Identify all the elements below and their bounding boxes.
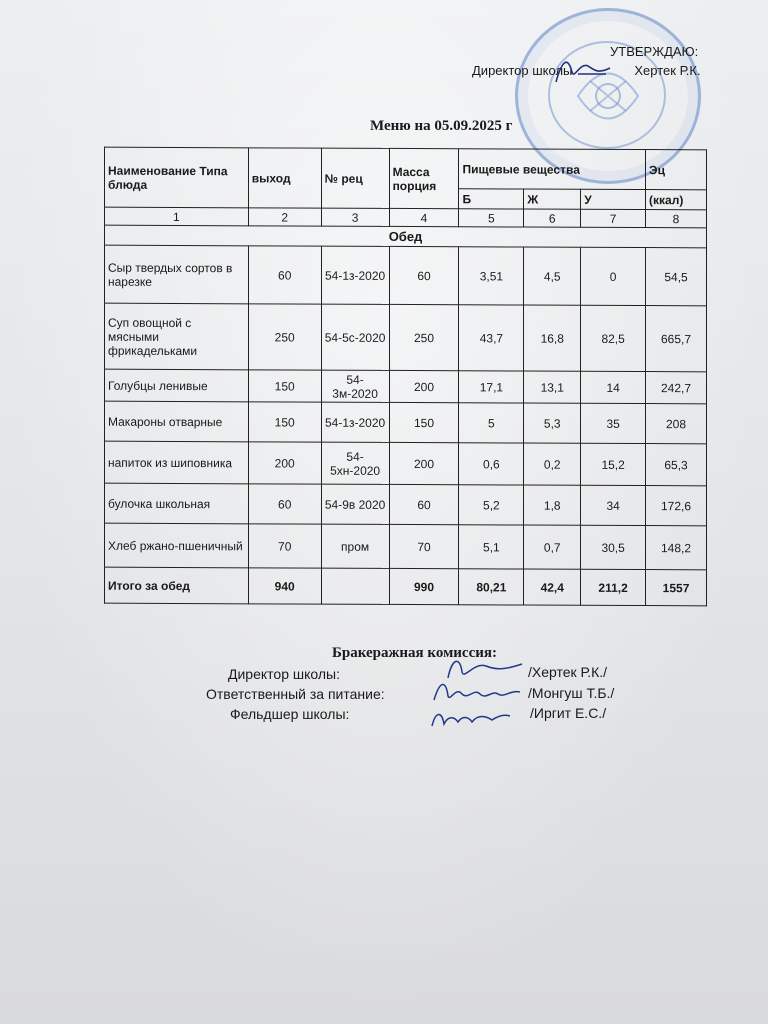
dish-name: булочка школьная bbox=[105, 483, 249, 524]
total-carbs: 211,2 bbox=[581, 569, 646, 605]
table-row bbox=[105, 245, 707, 306]
approval-position: Директор школы bbox=[472, 63, 573, 78]
header-energy-bottom: (ккал) bbox=[646, 190, 707, 210]
dish-output: 200 bbox=[248, 442, 321, 484]
header-energy-top: Эц bbox=[646, 150, 707, 190]
dish-fat: 13,1 bbox=[524, 371, 581, 403]
table-row bbox=[105, 483, 707, 526]
dish-recipe: 54-1з-2020 bbox=[321, 246, 389, 304]
dish-name: Суп овощной с мясными фрикадельками bbox=[105, 303, 249, 370]
dish-mass: 200 bbox=[389, 370, 459, 402]
dish-energy: 172,6 bbox=[646, 486, 707, 526]
dish-recipe: 54-9в 2020 bbox=[321, 484, 389, 524]
header-b: Б bbox=[459, 189, 524, 209]
table-row bbox=[105, 441, 707, 486]
total-label: Итого за обед bbox=[105, 567, 249, 604]
dish-carbs: 82,5 bbox=[581, 305, 646, 371]
menu-table bbox=[104, 147, 707, 607]
dish-protein: 3,51 bbox=[459, 247, 524, 305]
dish-energy: 242,7 bbox=[646, 372, 707, 404]
dish-fat: 1,8 bbox=[524, 485, 581, 525]
col-number: 8 bbox=[646, 210, 707, 228]
total-mass: 990 bbox=[389, 568, 459, 604]
dish-output: 150 bbox=[248, 370, 321, 402]
member-name: /Иргит Е.С./ bbox=[530, 705, 607, 721]
total-energy: 1557 bbox=[646, 570, 707, 606]
dish-output: 250 bbox=[248, 304, 321, 370]
header-recipe: № рец bbox=[321, 148, 389, 208]
commission-title: Бракеражная комиссия: bbox=[332, 645, 497, 661]
dish-mass: 200 bbox=[389, 442, 459, 484]
table-header-row bbox=[105, 147, 707, 190]
dish-name: Макароны отварные bbox=[105, 401, 249, 442]
dish-protein: 0,6 bbox=[459, 443, 524, 485]
dish-output: 70 bbox=[248, 524, 321, 568]
dish-fat: 0,2 bbox=[524, 443, 581, 485]
total-row bbox=[105, 567, 707, 606]
approval-name: Хертек Р.К. bbox=[634, 63, 701, 78]
dish-mass: 150 bbox=[389, 402, 459, 442]
dish-fat: 16,8 bbox=[524, 305, 581, 371]
dish-carbs: 35 bbox=[581, 403, 646, 443]
dish-protein: 17,1 bbox=[459, 371, 524, 403]
member-role: Ответственный за питание: bbox=[206, 686, 385, 702]
dish-output: 150 bbox=[248, 402, 321, 442]
dish-fat: 5,3 bbox=[524, 403, 581, 443]
header-output: выход bbox=[248, 148, 321, 208]
table-row bbox=[105, 401, 707, 444]
dish-name: Сыр твердых сортов в нарезке bbox=[105, 245, 249, 304]
col-number: 6 bbox=[524, 209, 581, 227]
member-name: /Монгуш Т.Б./ bbox=[528, 685, 615, 701]
dish-carbs: 0 bbox=[581, 247, 646, 305]
dish-recipe: 54-3м-2020 bbox=[321, 370, 389, 402]
approval-title: УТВЕРЖДАЮ: bbox=[610, 44, 699, 59]
member-role: Директор школы: bbox=[228, 666, 340, 682]
header-mass: Масса порция bbox=[389, 148, 459, 208]
table-row bbox=[105, 523, 707, 570]
total-output: 940 bbox=[248, 568, 321, 604]
dish-fat: 0,7 bbox=[524, 525, 581, 569]
dish-fat: 4,5 bbox=[524, 247, 581, 305]
dish-carbs: 30,5 bbox=[581, 525, 646, 569]
col-number: 7 bbox=[581, 209, 646, 227]
total-recipe bbox=[321, 568, 389, 604]
dish-energy: 148,2 bbox=[646, 526, 707, 570]
dish-energy: 208 bbox=[646, 404, 707, 444]
dish-recipe: 54-1з-2020 bbox=[321, 402, 389, 442]
dish-carbs: 34 bbox=[581, 485, 646, 525]
member-name: /Хертек Р.К./ bbox=[528, 664, 608, 680]
director-signature-icon bbox=[548, 52, 618, 88]
col-number: 1 bbox=[105, 207, 249, 226]
dish-mass: 70 bbox=[389, 524, 459, 568]
dish-mass: 250 bbox=[389, 304, 459, 370]
member-role: Фельдшер школы: bbox=[230, 706, 350, 722]
table-row bbox=[105, 303, 707, 372]
dish-name: напиток из шиповника bbox=[105, 441, 249, 484]
table-row bbox=[105, 369, 707, 404]
dish-protein: 43,7 bbox=[459, 305, 524, 371]
dish-name: Голубцы ленивые bbox=[105, 369, 249, 402]
col-number: 2 bbox=[248, 208, 321, 226]
total-protein: 80,21 bbox=[459, 569, 524, 605]
dish-energy: 65,3 bbox=[646, 444, 707, 486]
dish-name: Хлеб ржано-пшеничный bbox=[105, 523, 249, 568]
header-u: У bbox=[581, 189, 646, 209]
dish-mass: 60 bbox=[389, 246, 459, 304]
total-fat: 42,4 bbox=[524, 569, 581, 605]
dish-energy: 54,5 bbox=[646, 248, 707, 306]
dish-energy: 665,7 bbox=[646, 306, 707, 372]
col-number: 3 bbox=[321, 208, 389, 226]
col-number: 4 bbox=[389, 208, 459, 226]
dish-recipe: 54-5хн-2020 bbox=[321, 442, 389, 484]
dish-protein: 5,1 bbox=[459, 525, 524, 569]
section-row bbox=[105, 225, 707, 248]
dish-protein: 5,2 bbox=[459, 485, 524, 525]
commission-signatures-icon bbox=[430, 650, 530, 740]
section-title: Обед bbox=[105, 225, 707, 248]
dish-protein: 5 bbox=[459, 403, 524, 443]
header-name: Наименование Типа блюда bbox=[105, 147, 249, 208]
header-zh: Ж bbox=[524, 189, 581, 209]
dish-carbs: 15,2 bbox=[581, 443, 646, 485]
dish-mass: 60 bbox=[389, 484, 459, 524]
dish-recipe: пром bbox=[321, 524, 389, 568]
header-nutrients: Пищевые вещества bbox=[459, 149, 646, 190]
page-title: Меню на 05.09.2025 г bbox=[370, 118, 513, 134]
dish-output: 60 bbox=[248, 484, 321, 524]
col-number: 5 bbox=[459, 209, 524, 227]
dish-carbs: 14 bbox=[581, 371, 646, 403]
dish-output: 60 bbox=[248, 246, 321, 304]
dish-recipe: 54-5с-2020 bbox=[321, 304, 389, 370]
